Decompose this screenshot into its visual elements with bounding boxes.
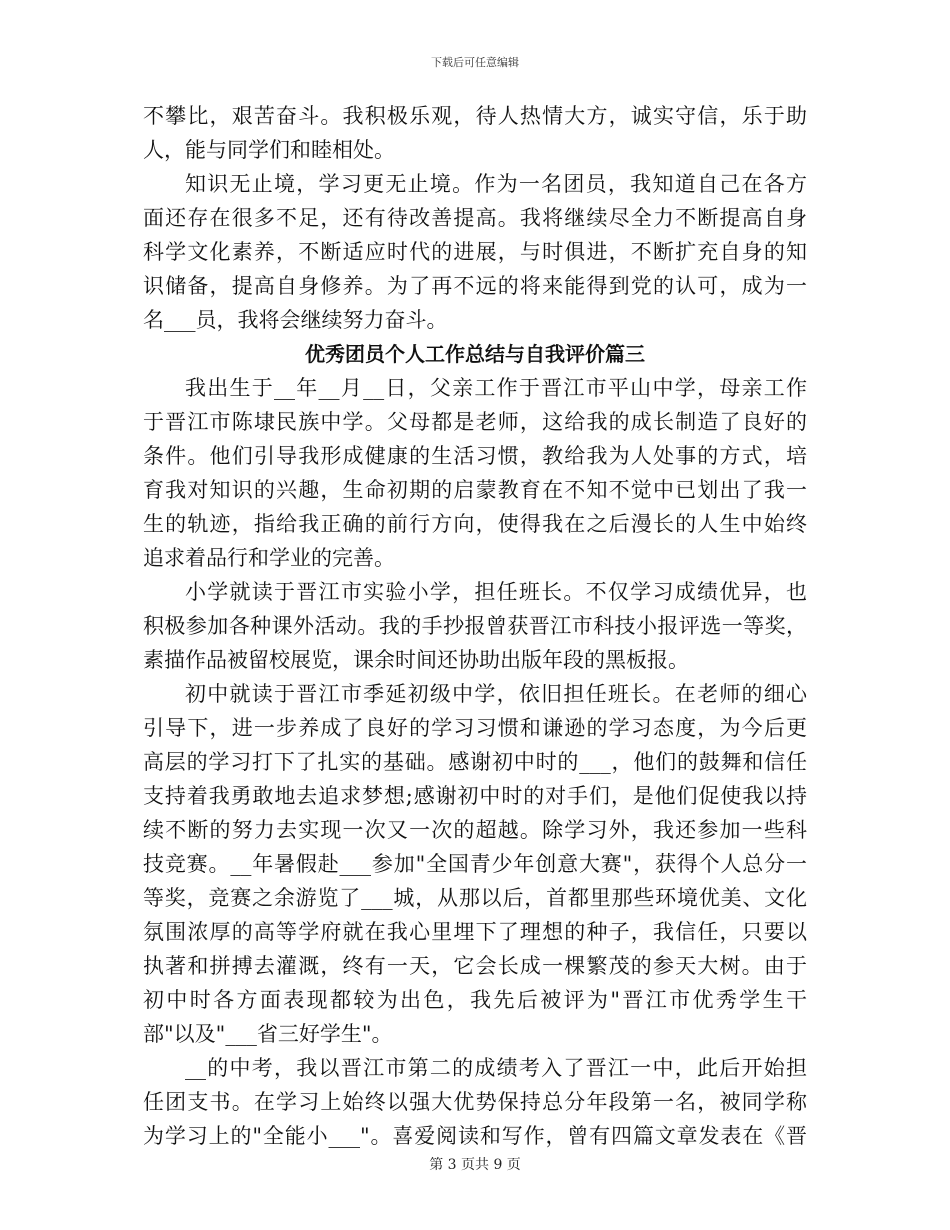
paragraph-line: 积极参加各种课外活动。我的手抄报曾获晋江市科技小报评选一等奖， bbox=[143, 614, 807, 638]
paragraph-line: 我出生于__年__月__日，父亲工作于晋江市平山中学，母亲工作 bbox=[185, 376, 807, 400]
paragraph-line: 任团支书。在学习上始终以强大优势保持总分年段第一名，被同学称 bbox=[143, 1090, 807, 1114]
paragraph-line: 条件。他们引导我形成健康的生活习惯，教给我为人处事的方式，培 bbox=[143, 444, 807, 468]
paragraph-line: 育我对知识的兴趣，生命初期的启蒙教育在不知不觉中已划出了我一 bbox=[143, 478, 807, 502]
paragraph-line: 名___员，我将会继续努力奋斗。 bbox=[143, 308, 448, 332]
paragraph-line: 初中就读于晋江市季延初级中学，依旧担任班长。在老师的细心 bbox=[185, 682, 807, 706]
paragraph-line: 为学习上的"全能小___"。喜爱阅读和写作，曾有四篇文章发表在《晋 bbox=[143, 1124, 807, 1148]
paragraph-line: 追求着品行和学业的完善。 bbox=[143, 546, 395, 570]
paragraph-line: 科学文化素养，不断适应时代的进展，与时俱进，不断扩充自身的知 bbox=[143, 240, 807, 264]
paragraph-line: 续不断的努力去实现一次又一次的超越。除学习外，我还参加一些科 bbox=[143, 818, 807, 842]
paragraph-line: 不攀比，艰苦奋斗。我积极乐观，待人热情大方，诚实守信，乐于助 bbox=[143, 104, 807, 128]
paragraph-line: 生的轨迹，指给我正确的前行方向，使得我在之后漫长的人生中始终 bbox=[143, 512, 807, 536]
paragraph-line: 知识无止境，学习更无止境。作为一名团员，我知道自己在各方 bbox=[185, 172, 807, 196]
paragraph-line: 执著和拼搏去灌溉，终有一天，它会长成一棵繁茂的参天大树。由于 bbox=[143, 954, 807, 978]
paragraph-line: 部"以及"___省三好学生"。 bbox=[143, 1022, 393, 1046]
paragraph-line: 于晋江市陈埭民族中学。父母都是老师，这给我的成长制造了良好的 bbox=[143, 410, 807, 434]
page-header: 下载后可任意编辑 bbox=[431, 56, 519, 69]
paragraph-line: 氛围浓厚的高等学府就在我心里埋下了理想的种子，我信任，只要以 bbox=[143, 920, 807, 944]
section-heading: 优秀团员个人工作总结与自我评价篇三 bbox=[305, 342, 645, 366]
paragraph-line: 初中时各方面表现都较为出色，我先后被评为"晋江市优秀学生干 bbox=[143, 988, 807, 1012]
paragraph-line: __的中考，我以晋江市第二的成绩考入了晋江一中，此后开始担 bbox=[185, 1056, 807, 1080]
paragraph-line: 高层的学习打下了扎实的基础。感谢初中时的___，他们的鼓舞和信任 bbox=[143, 750, 807, 774]
paragraph-line: 素描作品被留校展览，课余时间还协助出版年段的黑板报。 bbox=[143, 648, 689, 672]
paragraph-line: 技竞赛。__年暑假赴___参加"全国青少年创意大赛"，获得个人总分一 bbox=[143, 852, 807, 876]
paragraph-line: 等奖，竞赛之余游览了___城，从那以后，首都里那些环境优美、文化 bbox=[143, 886, 807, 910]
paragraph-line: 人，能与同学们和睦相处。 bbox=[143, 138, 395, 162]
paragraph-line: 引导下，进一步养成了良好的学习习惯和谦逊的学习态度，为今后更 bbox=[143, 716, 807, 740]
paragraph-line: 识储备，提高自身修养。为了再不远的将来能得到党的认可，成为一 bbox=[143, 274, 807, 298]
paragraph-line: 小学就读于晋江市实验小学，担任班长。不仅学习成绩优异，也 bbox=[185, 580, 807, 604]
paragraph-line: 支持着我勇敢地去追求梦想;感谢初中时的对手们，是他们促使我以持 bbox=[143, 784, 807, 808]
paragraph-line: 面还存在很多不足，还有待改善提高。我将继续尽全力不断提高自身 bbox=[143, 206, 807, 230]
page-footer: 第 3 页共 9 页 bbox=[429, 1157, 521, 1173]
document-body bbox=[143, 99, 807, 1153]
